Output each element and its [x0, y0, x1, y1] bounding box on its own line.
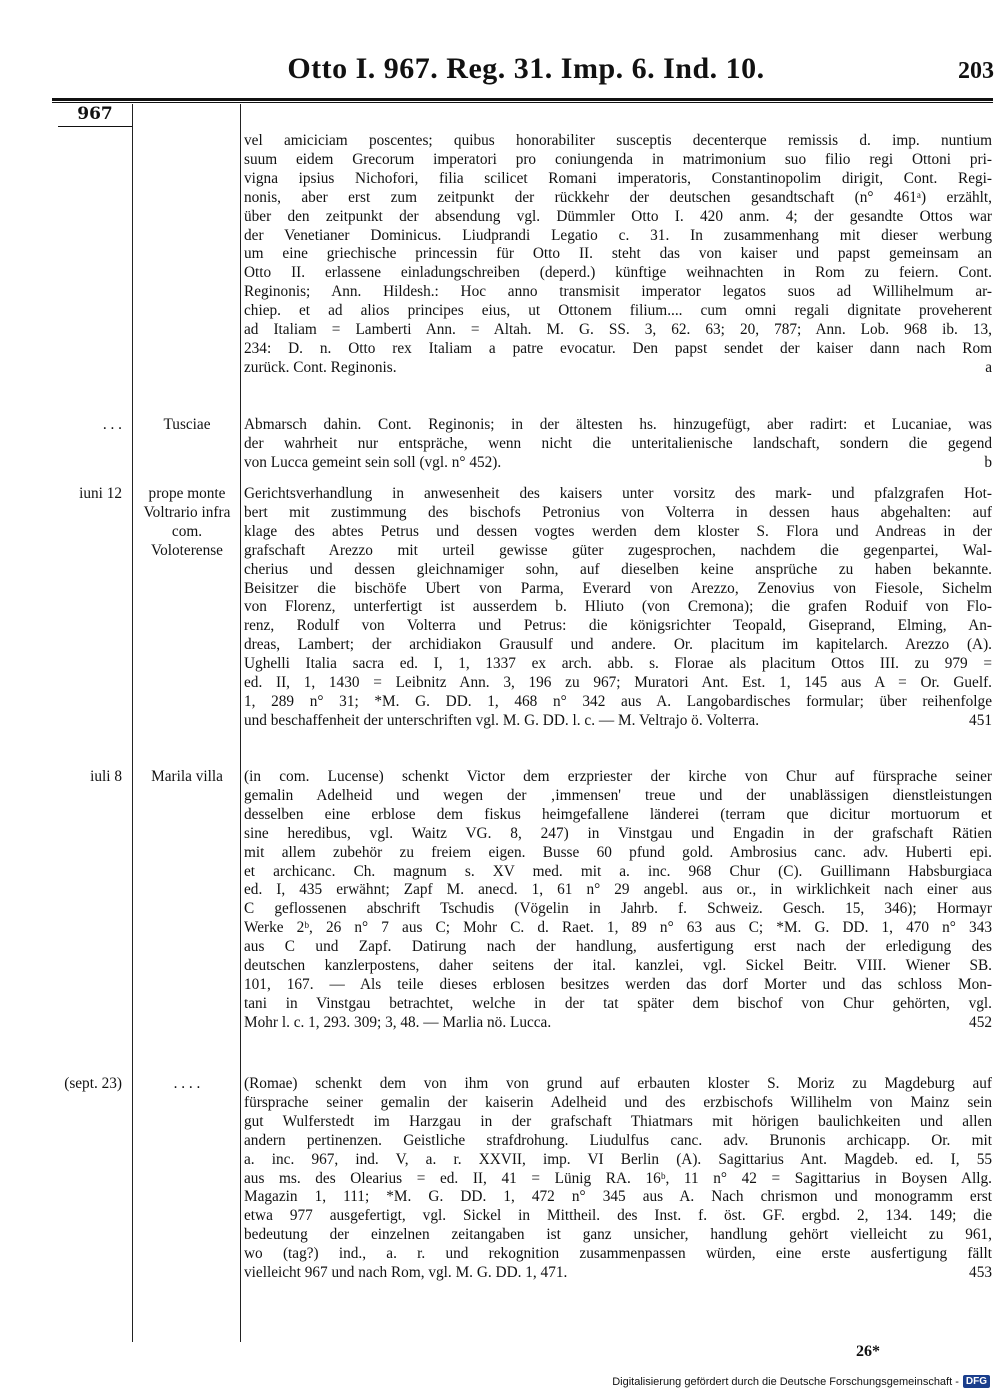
text-line: Beisitzer die bischöfe Ubert von Parma, Everard von Arezzo, Zenovius von Fiesole, Sichelm [244, 579, 992, 597]
entry-place: Marila villa [151, 768, 223, 785]
text-line: über den zeitpunkt der absendung vgl. Dümmler Otto I. 420 anm. 4; der gesandte Ottos war [244, 207, 992, 225]
text-line: (in com. Lucense) schenkt Victor dem erzpriester der kirche von Chur auf fürsprache seiner [244, 768, 992, 785]
text-line: der wahrheit nur entspräche, wenn nicht die unteritalienische landschaft, sondern die gegend [244, 434, 992, 452]
text-line: Magazin 1, 111; *M. G. DD. 1, 472 n° 345 aus A. Nach chrismon und monogramm erst [244, 1188, 992, 1206]
text-line: 234: D. n. Otto rex Italiam a patre evocatur. Den papst sendet der kaiser dann nach Rom [244, 339, 992, 357]
text-line: etwa 977 ausgefertigt, vgl. Sickel in Mittheil. des Inst. f. öst. GF. ergbd. 2, 134. 149; die [244, 1207, 992, 1225]
signature-mark: 26* [856, 1343, 880, 1360]
text-line: bert mit zustimmung des bischofs Petronius von Volterra in dessen haus abgehalten: auf [244, 503, 992, 521]
text-line: gemalin Adelheid und wegen der ‚immensen' treue und der unablässigen dienstleistungen [244, 786, 992, 804]
text-last-line [244, 712, 992, 731]
text-line: sine heredibus, vgl. Waitz VG. 8, 247) in Vinstgau und Engadin in der grafschaft Rätien [244, 824, 992, 842]
text-line: 101, 167. — Als teile dieses erblosen besitzes werden das dorf Morter und das schloss Mon- [244, 975, 992, 993]
text-line: von Lucca gemeint sein soll (vgl. n° 452). [244, 453, 502, 471]
entry-text [244, 485, 992, 731]
entry-text [244, 768, 992, 1033]
text-line: Abmarsch dahin. Cont. Reginonis; in der ältesten hs. hinzugefügt, aber radirt: et Lucaniae, was [244, 416, 992, 433]
text-line: grafschaft Arezzo mit urteil gewisse güter zugesprochen, nachdem die gegenpartei, Wal- [244, 541, 992, 559]
text-line: aus ms. des Olearius = ed. II, 41 = Lünig RA. 16ᵇ, 11 n° 42 = Sagittarius in Boysen Allg. [244, 1169, 992, 1187]
year-label: 967 [77, 104, 113, 124]
text-line: desselben eine erblose dem fiskus heimgefallene länderei (terram que dicitur mortuorum et [244, 805, 992, 823]
text-last-line [244, 359, 992, 378]
text-line: fürsprache seiner gemalin der kaiserin Adelheid und des erzbischofs Willihelm von Mainz sein [244, 1093, 992, 1111]
text-line: der Venetianer Dominicus. Liudprandi Legatio c. 31. In zusammenhang mit dieser werbung [244, 226, 992, 244]
entry-number: 452 [969, 1013, 992, 1031]
text-line: ad Italiam = Lamberti Ann. = Altah. M. G. SS. 3, 62. 63; 20, 787; Ann. Lob. 968 ib. 13, [244, 321, 992, 339]
text-line: klage des abtes Petrus und dessen vogtes werden dem kloster S. Flora und Andreas in der [244, 522, 992, 540]
year-underline [58, 126, 132, 127]
entry-date: iuli 8 [90, 768, 122, 785]
entry-text [244, 1075, 992, 1283]
text-line: Ughelli Italia sacra ed. I, 1, 1337 ex arch. abb. s. Florae als placitum Ottos III. zu 979 = [244, 655, 992, 673]
entry-number: 453 [969, 1264, 992, 1282]
entry-date: iuni 12 [79, 485, 122, 502]
text-line: 1, 289 n° 31; *M. G. DD. 1, 468 n° 342 aus A. Langobardisches formular; über reihenfolge [244, 692, 992, 710]
text-line: chiep. et ad alios principes eius, ut Ottonem filium.... cum omni regali dignitate proveherent [244, 302, 992, 320]
text-line: vigna ipsius Nichofori, filia scilicet Romani imperatoris, Constantinopolim dirigit, Cont. Regi- [244, 169, 992, 187]
text-line: cherius und dessen gleichnamiger sohn, auf dieselben keine ansprüche zu haben bekannte. [244, 560, 992, 578]
text-line: mit allem zubehör zu freiem eigen. Busse 60 pfund gold. Ambrosius canc. adv. Huberti epi. [244, 843, 992, 861]
entry-date: . . . [102, 416, 122, 433]
text-line: Gerichtsverhandlung in anwesenheit des kaisers unter vorsitz des mark- und pfalzgrafen Hot- [244, 485, 992, 502]
text-line: zurück. Cont. Reginonis. [244, 358, 397, 376]
text-line: a. inc. 967, ind. V, a. r. XXVII, imp. VI Berlin (A). Sagittarius Ant. Magdeb. ed. I, 55 [244, 1150, 992, 1168]
entry-place: . . . . [173, 1075, 201, 1092]
entry-text [244, 416, 992, 473]
column-divider-place [240, 104, 241, 1342]
text-last-line [244, 1264, 992, 1283]
page-number: 203 [958, 58, 994, 84]
text-line: andern pertinenzen. Geistliche strafdrohung. Liudulfus canc. adv. Brunonis archicapp. Or. mit [244, 1131, 992, 1149]
digitization-credit [612, 1375, 990, 1388]
text-line: Mohr l. c. 1, 293. 309; 3, 48. — Marlia nö. Lucca. [244, 1013, 552, 1031]
entry-number: b [984, 453, 992, 471]
text-line: Werke 2ᵇ, 26 n° 7 aus C; Mohr C. d. Raet. 1, 89 n° 63 aus C; *M. G. DD. 1, 470 n° 343 [244, 919, 992, 937]
text-line: gut Wulferstedt im Harzgau in der grafschaft Thiatmars mit hörigen baulichkeiten und allen [244, 1112, 992, 1130]
entry-place: prope monte Voltrario infra com. Voloterense [143, 485, 231, 559]
column-divider-date [132, 104, 133, 1342]
text-line: vielleicht 967 und nach Rom, vgl. M. G. DD. 1, 471. [244, 1264, 568, 1282]
text-line: bedeutung der einzelnen zeitangaben ist ganz unsicher, handlung gehört vielleicht zu 961, [244, 1226, 992, 1244]
text-line: dreas, Lambert; der archidiakon Grausulf und andere. Or. placitum im kapitelarch. Arezzo (A). [244, 636, 992, 654]
credit-text: Digitalisierung gefördert durch die Deutsche Forschungsgemeinschaft - [612, 1375, 959, 1388]
entry-place: Tusciae [163, 416, 211, 433]
text-line: C geflossenen abschrift Tschudis (Vögelin in Jahrb. f. Schweiz. Gesch. 15, 346); Hormayr [244, 900, 992, 918]
text-line: um eine griechische princessin für Otto II. steht das von kaiser und papst gemeinsam an [244, 245, 992, 263]
text-line: et archicanc. Ch. magnum s. XV med. mit a. inc. 968 Chur (C). Guillimann Habsburgiaca [244, 862, 992, 880]
text-line: wo (tag?) ind., a. r. und rekognition zusammenpassen würden, eine erste ausfertigung fällt [244, 1245, 992, 1263]
text-line: nonis, aber erst zum zeitpunkt der rückkehr der deutschen gesandtschaft (n° 461ᵃ) erzählt, [244, 188, 992, 206]
text-line: vel amiciciam poscentes; quibus honorabiliter susceptis decenterque remissis d. imp. nuntium [244, 132, 992, 149]
text-line: Otto II. erlassene einladungschreiben (deperd.) künftige weihnachten in Rom zu feiern. Cont. [244, 264, 992, 282]
text-line: ed. I, 435 erwähnt; Zapf M. anecd. 1, 61 n° 29 angebl. aus or., in wirklichkeit nach einer aus [244, 881, 992, 899]
text-line: aus C und Zapf. Datirung nach der handlung, ausfertigung erst nach der erledigung des [244, 938, 992, 956]
text-line: von Florenz, unterfertigt ist ausserdem b. Hliuto (von Cremona); die grafen Roduif von Flo- [244, 598, 992, 616]
page-title: Otto I. 967. Reg. 31. Imp. 6. Ind. 10. [287, 52, 765, 85]
text-line: und beschaffenheit der unterschriften vgl. M. G. DD. l. c. — M. Veltrajo ö. Volterra. [244, 711, 760, 729]
text-line: tani in Vinstgau betrachtet, welche in der tat später dem bischof von Chur gehörten, vgl. [244, 994, 992, 1012]
entry-number: a [985, 358, 992, 376]
text-line: (Romae) schenkt dem von ihm von grund auf erbauten kloster S. Moriz zu Magdeburg auf [244, 1075, 992, 1092]
text-last-line [244, 1014, 992, 1033]
text-line: renz, Rodulf von Volterra und Petrus: die königsrichter Teopald, Giseprand, Elming, An- [244, 617, 992, 635]
header-rule [52, 98, 993, 101]
header-rule-thin [52, 102, 993, 103]
text-line: deutschen kanzlerpostens, daher seitens der ital. kanzlei, vgl. Sickel Beitr. VIII. Wiener SB. [244, 957, 992, 975]
text-line: ed. II, 1, 1430 = Leibnitz Ann. 3, 196 zu 967; Muratori Ant. Est. 1, 145 aus A = Or. Guelf. [244, 674, 992, 692]
text-line: suum eidem Grecorum imperatori pro coniungenda in matrimonium suo filio regi Ottoni pri- [244, 150, 992, 168]
entry-date: (sept. 23) [64, 1075, 122, 1092]
text-last-line [244, 454, 992, 473]
dfg-logo: DFG [963, 1375, 990, 1388]
text-line: Reginonis; Ann. Hildesh.: Hoc anno transmisit imperator legatos suos ad Willihelmum ar- [244, 283, 992, 301]
entry-text [244, 132, 992, 378]
entry-number: 451 [969, 711, 992, 729]
